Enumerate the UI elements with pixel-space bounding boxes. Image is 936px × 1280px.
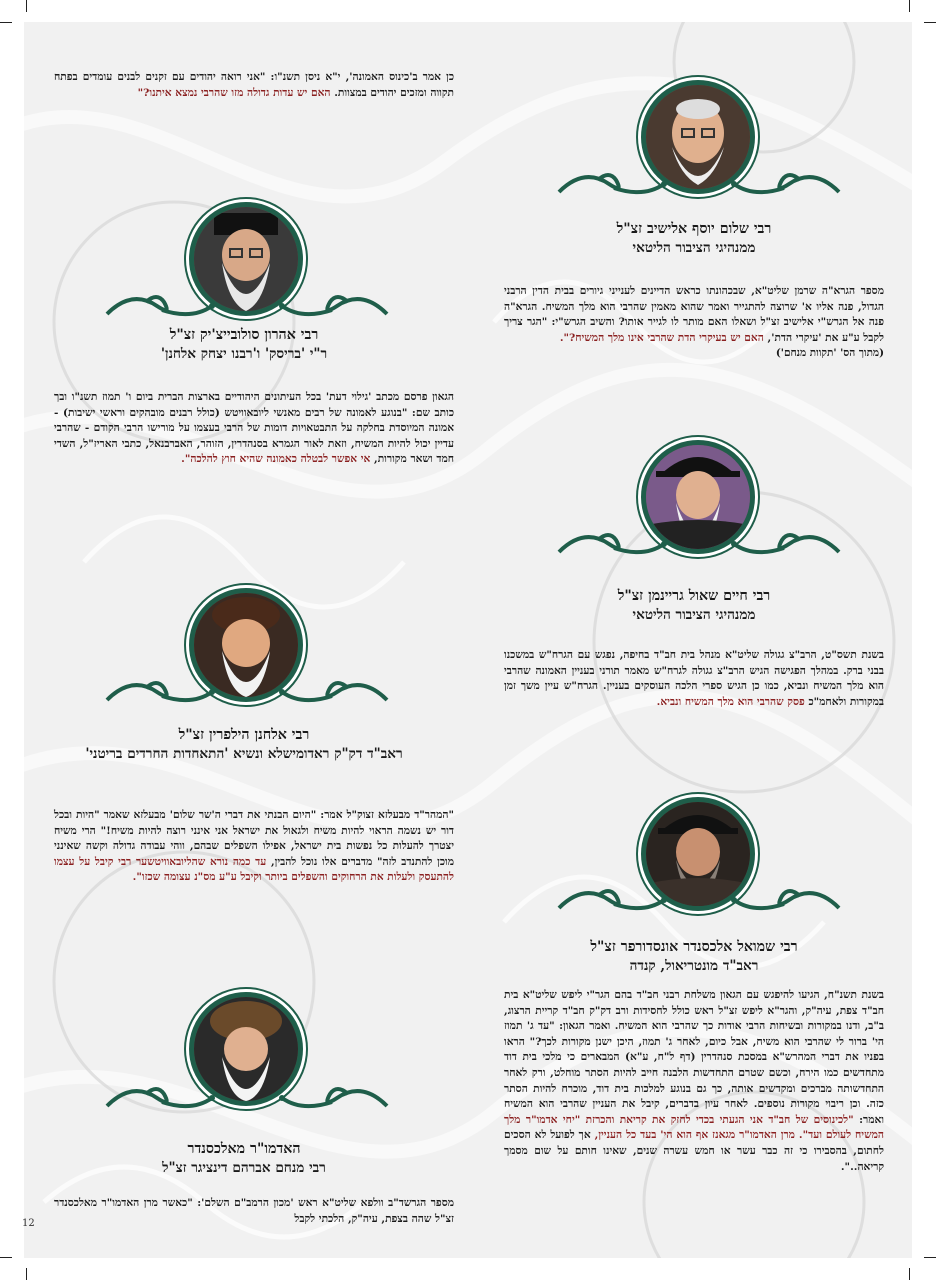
rabbi1-text: מספר הגרא"ה שרמן שליט"א, שבכהונתו כראש הדיינים לענייני גיורים בבית הדין הרבני הגדול, פנה אליו א' שרוצה להתגייר ואמר שהוא מאמין שהרבי הוא מלך המשיח. הגרא"ה פנה אל הגרש"י אלישיב זצ"ל ושאלו האם מותר לו לגייר אותו? והשיב הגרש"י: "הגר צריך לקבל ע"ע את 'עיקרי הדת', xyxy=(504,285,884,344)
rabbi3-text-block xyxy=(504,648,884,710)
rabbi3-name: רבי חיים שאול גריינמן זצ"ל xyxy=(617,588,771,604)
page-background xyxy=(24,22,912,1258)
rabbi1-highlight: האם יש בעיקרי הדת שהרבי אינו מלך המשיח?". xyxy=(559,331,764,344)
rabbi2-text: הגאון פרסם מכתב 'גילוי דעת' בכל העיתונים היהודיים בארצות הברית ביום ו' תמוז תשנ"ו ובך כותב שם: "בנוגע לאמונה של רבים מאנשי ליובאוויטש (כולל רבנים מובהקים וראשי ישיבות) - אמונה המיוסדת בחלקה על התבטאויות דומות של הרבי בעצמו על מורישו הרבי הקודם - שהרבי עדיין יכול להיות המשיח, וזאת לאור הגמרא בסנהדרין, הזוהר, האברבנאל, כתבי האריז"ל, השדי חמד ושאר מקורות, xyxy=(54,391,454,466)
rabbi5-name: רבי שמואל אלכסנדר אונסדורפר זצ"ל xyxy=(590,939,798,955)
rabbi6-title: רבי מנחם אברהם דינציגר זצ"ל xyxy=(162,1160,326,1176)
rabbi5-text: בשנת תשנ"ח, הגיעו להיפגש עם הגאון משלחת רבני חב"ד בהם הגר"י ליפש שליט"א בית חב"ד צפת, עיה"ק, והגר"א ליפש זצ"ל ראש כולל לחסידות ורב דק"ק חב"ד קריית הרצוג, ב"ב, ודנו במקורות ובשיחות הרבי אודות כך שהרבי הוא המשיח. ואמר הגאון: "עד ג' תמוז הי' ברור לי שהרבי הוא משיח, אבל כיום, לאחר ג' תמוז, היכן ישנן מקורות לכך?" הראו בפניו את דברי המהרש"א במסכת סנהדרין (דף ל"ח, ע"א) המבארים כי מלכי בית דוד מתחדשים כמו הירח, וכשם שטרם התחדשות הלבנה חייב להיות הסתר מוחלט, ורק לאחר התחדשותה מברכים ומקדשים אותה, כך גם בנוגע למלכות בית דוד, מוכרח להיות הסתר כזה. וכן ריבוי מקורות נוספים. לאחר עיון בדברים, קיבל את העניין שהרבי הוא המשיח ואמר: xyxy=(504,989,884,1126)
ornament-scroll-5 xyxy=(554,878,844,918)
rabbi2-name-block xyxy=(44,326,444,364)
rabbi1-name-block xyxy=(494,220,894,258)
rabbi1-name: רבי שלום יוסף אלישיב זצ"ל xyxy=(616,221,772,237)
ornament-scroll-4 xyxy=(102,670,392,710)
rabbi4-title: ראב"ד דק"ק ראדומישלא ונשיא 'התאחדות החרדים בריטני' xyxy=(85,746,403,762)
rabbi5-text-block xyxy=(504,988,884,1175)
rabbi3-highlight: פסק שהרבי הוא מלך המשיח ונביא. xyxy=(656,695,805,708)
page-number: 12 xyxy=(22,1218,35,1229)
rabbi5-name-block xyxy=(494,938,894,976)
rabbi6-name-block xyxy=(44,1140,444,1178)
rabbi4-name: רבי אלחנן הילפרין זצ"ל xyxy=(178,727,310,743)
rabbi3-title: ממנהיגי הציבור הליטאי xyxy=(632,607,756,623)
rabbi6-text: מספר הגרשד"ב וולפא שליט"א ראש 'מכון הרמב"ם השלם': "כאשר מרן האדמו"ר מאלכסנדר זצ"ל שהה בצפת, עיה"ק, הלכתי לקבל xyxy=(54,1197,454,1225)
rabbi2-title: ר"י 'בריסק' ו'רבנו יצחק אלחנן' xyxy=(160,346,328,362)
rabbi3-name-block xyxy=(494,587,894,625)
rabbi1-source-note: (מתוך הס' 'תקוות מנחם') xyxy=(775,347,884,360)
rabbi5-title: ראב"ד מונטריאול, קנדה xyxy=(629,958,759,974)
rabbi2-name: רבי אהרון סולובייצ'יק זצ"ל xyxy=(169,327,319,343)
rabbi4-name-block xyxy=(84,726,404,764)
rabbi1-title: ממנהיגי הציבור הליטאי xyxy=(632,240,756,256)
rabbi2-text-block xyxy=(54,390,454,468)
top-left-quote xyxy=(54,70,454,101)
quote-highlight: האם יש עדות גדולה מזו שהרבי נמצא איתנו?" xyxy=(137,86,331,99)
rabbi2-highlight: אי אפשר לבטלה כאמונה שהיא חוץ להלכה". xyxy=(181,453,371,466)
ornament-scroll-1 xyxy=(554,162,844,202)
rabbi6-text-block xyxy=(54,1196,454,1227)
quote-text: כן אמר ב'כינוס האמונה', י"א ניסן תשנ"ו: "אני רואה יהודים עם זקנים לבנים עומדים בפתח תקווה ומזכים יהודים במצוות. xyxy=(54,71,454,99)
rabbi1-text-block xyxy=(504,284,884,360)
ornament-scroll-2 xyxy=(102,284,392,324)
rabbi4-highlight: עד כמה נורא שהליובאוויטשער רבי קיבל על עצמו להתעסק ולעלות את הרחוקים והשפלים ביותר וקיבל ע"ע מס"נ עצומה שכזו". xyxy=(54,855,454,884)
rabbi5-text-after: אך לפועל לא הסכים לחתום, בהסבירו כי זה כבר עשר או חמש עשרה שנים, שאינו חותם על שום מסמך קריאה..". xyxy=(504,1129,884,1173)
rabbi5-highlight: "לכינוסים של חב"ד אני הגעתי בכדי לחזק את קריאת והכרזת "יחי אדמו"ר מלך המשיח לעולם ועד". מרן האדמו"ר מגאנז אף הוא הי' בעד כל העניין, xyxy=(504,1113,884,1142)
rabbi4-text: "המהר"ד מבעלזא זצוק"ל אמר: "היום הבנתי את דברי ה'שר שלום' מבעלזא שאמר "היות ובכל דור יש נשמה הראוי להיות משיח ולגאול את ישראל אני אינני רוצה להיות משיח!" הרי משיח יצטרך להעלות כל נפשות בית ישראל, אפילו השפלים שבהם, ווהי עבודה גדולה וקשה שאינני מוכן להתנדב לזה" מדברים אלו נוכל להבין, xyxy=(54,809,454,868)
ornament-scroll-3 xyxy=(554,522,844,562)
ornament-scroll-6 xyxy=(102,1076,392,1116)
rabbi3-text: בשנת תשס"ט, הרב"צ גגולה שליט"א מנהל בית חב"ד בחיפה, נפגש עם הגרח"ש במשכנו בבני ברק. במהלך הפגישה הגיש הרב"צ גגולה לגרח"ש מאמר תורני בעניין האמונה שהרבי הוא מלך המשיח ונביא, כמו כן הגיש ספרי הלכה העוסקים בעניין. הגרח"ש עיין משך זמן במקורות ולאחמ"כ xyxy=(504,649,884,708)
rabbi6-name: האדמו"ר מאלכסנדר xyxy=(187,1141,301,1157)
rabbi4-text-block xyxy=(54,808,454,886)
